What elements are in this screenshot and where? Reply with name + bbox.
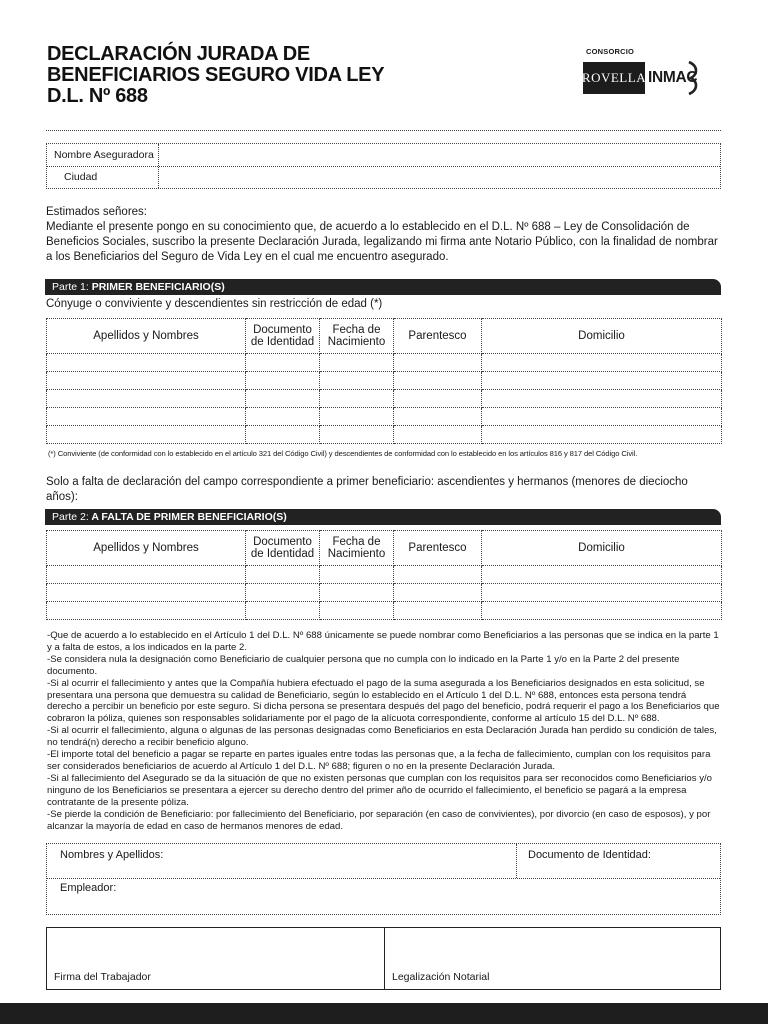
part2-table [46,530,722,620]
footer-bar [0,1003,768,1024]
logo-swoosh-icon [686,60,702,96]
firma-trabajador-field[interactable] [47,928,384,989]
col-fecha: Fecha de Nacimiento [320,531,394,566]
table-row[interactable] [47,566,722,584]
col-documento: Documento de Identidad [246,319,320,354]
col-documento: Documento de Identidad [246,531,320,566]
col-parentesco: Parentesco [394,531,482,566]
col-parentesco: Parentesco [394,319,482,354]
part1-header-row [47,319,722,354]
table-row[interactable] [47,390,722,408]
logo-rovella-box: ROVELLA [583,62,645,94]
header-divider [46,130,721,131]
signature-box [46,927,721,990]
company-logo [578,44,723,104]
col-apellidos: Apellidos y Nombres [47,319,246,354]
col-domicilio: Domicilio [482,531,722,566]
table-row[interactable] [47,584,722,602]
table-row[interactable] [47,602,722,620]
empleador-field[interactable] [47,879,720,914]
intro-paragraph: Mediante el presente pongo en su conocimiento que, de acuerdo a lo establecido en el D.L. Nº 688 – Ley de Consolidación de Beneficios Sociales, suscribo la presente Declaración Jurada, legalizando mi firma ante Notario Público, con la finalidad de nombrar a los Beneficiarios del Seguro de Vida Ley en el cual me encuentro asegurado. [46,221,718,263]
documento-field[interactable] [517,844,720,878]
col-domicilio: Domicilio [482,319,722,354]
ciudad-label: Ciudad [64,171,98,183]
ciudad-field[interactable] [159,167,720,188]
nombres-label: Nombres y Apellidos: [60,849,164,861]
document-title [47,44,447,107]
logo-inmac-text: INMAC [648,69,698,86]
part1-footnote: (*) Conviviente (de conformidad con lo establecido en el artículo 321 del Código Civil) y descendientes de conformidad con lo establecido en los artículos 816 y 817 del Código Civil. [48,449,638,458]
greeting: Estimados señores: [46,206,147,218]
nombre-aseguradora-field[interactable] [159,144,720,166]
table-row[interactable] [47,354,722,372]
logo-consorcio-text: CONSORCIO [586,47,635,56]
part1-subtitle: Cónyuge o conviviente y descendientes sin restricción de edad (*) [46,298,383,310]
part1-header-bar: Parte 1: PRIMER BENEFICIARIO(S) [45,279,721,295]
table-row[interactable] [47,426,722,444]
nombre-aseguradora-label: Nombre Aseguradora [54,149,154,161]
table-row[interactable] [47,372,722,390]
legal-notes: -Que de acuerdo a lo establecido en el Artículo 1 del D.L. Nº 688 únicamente se puede nombrar como Beneficiarios a las personas que se indica en la parte 1 y a falta de estos, a los indicados en la parte 2. -Se considera nula la designación como Beneficiario de cualquier persona que no cumpla con lo indicado en la Parte 1 y/o en la Parte 2 del presente documento. -Si al ocurrir el fallecimiento y antes que la Compañía hubiera efectuado el pago de la suma asegurada a los Beneficiarios designados en esta solicitud, se presentara una persona que demuestra su calidad de Beneficiario, según lo establecido en el Artículo 1 del D.L. Nº 688, entonces esta persona tendrá derecho a percibir un beneficio por este seguro. Si dicha persona se presentara después del pago del beneficio, podrá requerir el pago a los Beneficiarios que cobraron la póliza, quienes son responsables solidariamente por el pago de la alícuota correspondiente, conforme al artículo 15 del D.L. Nº 688. -Si al ocurrir el fallecimiento, alguna o algunas de las personas designadas como Beneficiarios en esta Declaración Jurada han perdido su condición de tales, no tendrá(n) derecho a recibir beneficio alguno. -El importe total del beneficio a pagar se reparte en partes iguales entre todas las personas que, a la fecha de fallecimiento, cumplan con los requisitos para ser considerados beneficiarios de acuerdo al Artículo 1 del D.L. Nº 688; figuren o no en la presente Declaración Jurada. -Si al fallecimiento del Asegurado se da la situación de que no existen personas que cumplan con los requisitos para ser reconocidos como Beneficiarios y/o ninguno de los Beneficiarios se presentara a ejercer su derecho dentro del primer año de ocurrido el fallecimiento, el beneficio se pagará a la empresa contratante de la presente póliza. -Se pierde la condición de Beneficiario: por fallecimiento del Beneficiario, por separación (en caso de convivientes), por divorcio (en caso de esposos), y por alcanzar la mayoría de edad en caso de hermanos menores de edad. [47,630,720,832]
part2-header-row [47,531,722,566]
table-row[interactable] [47,408,722,426]
worker-info-box [46,843,721,915]
title-line-1: DECLARACIÓN JURADA DE [47,43,310,65]
title-line-2: BENEFICIARIOS SEGURO VIDA LEY [47,64,385,86]
part1-table [46,318,722,444]
col-fecha: Fecha de Nacimiento [320,319,394,354]
part2-header-bar: Parte 2: A FALTA DE PRIMER BENEFICIARIO(S) [45,509,721,525]
empleador-label: Empleador: [60,882,117,894]
firma-trabajador-label: Firma del Trabajador [54,971,151,983]
documento-label: Documento de Identidad: [528,849,651,861]
nombres-field[interactable] [47,844,516,878]
legalizacion-notarial-field[interactable] [385,928,720,989]
between-text: Solo a falta de declaración del campo correspondiente a primer beneficiario: ascendientes y hermanos (menores de dieciocho años): [46,476,688,503]
insurer-box [46,143,721,189]
legalizacion-notarial-label: Legalización Notarial [392,971,490,983]
col-apellidos: Apellidos y Nombres [47,531,246,566]
title-line-3: D.L. Nº 688 [47,85,148,107]
